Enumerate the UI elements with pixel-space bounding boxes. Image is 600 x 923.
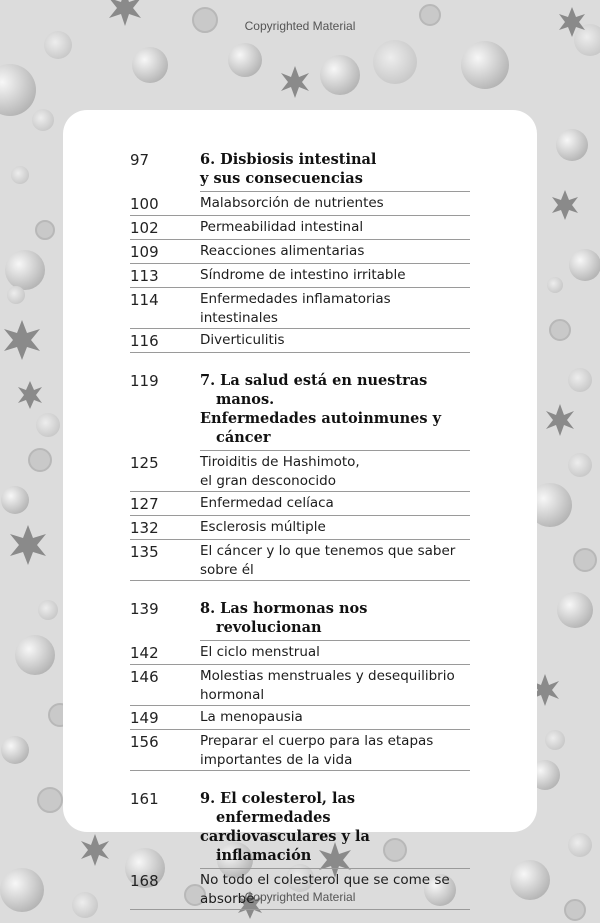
entry-title-line: Síndrome de intestino irritable (200, 267, 406, 283)
entry-title (200, 242, 470, 262)
chapter-title-line: 6. Disbiosis intestinal (200, 151, 377, 168)
toc-entry (130, 516, 470, 540)
entry-page-number: 102 (130, 219, 159, 237)
entry-title-line: Molestias menstruales y desequilibrio (200, 668, 455, 684)
entry-page-number: 142 (130, 644, 159, 662)
entry-page-number: 114 (130, 291, 159, 309)
toc-entry (130, 492, 470, 516)
entry-title-line: La menopausia (200, 709, 303, 725)
entry-title (200, 453, 470, 490)
entry-title (200, 643, 470, 663)
toc-entry (130, 240, 470, 264)
entry-page-number: 149 (130, 709, 159, 727)
chapter-title-line: y sus consecuencias (200, 170, 363, 187)
entry-page-number: 156 (130, 733, 159, 751)
entry-title (200, 290, 470, 327)
entry-page-number: 100 (130, 195, 159, 213)
toc-entry (130, 264, 470, 288)
entry-title-line: hormonal (200, 686, 265, 703)
entry-title-line: Permeabilidad intestinal (200, 219, 364, 235)
toc-chapter (130, 599, 470, 641)
entry-title-line: Preparar el cuerpo para las etapas (200, 733, 434, 749)
entry-page-number: 135 (130, 543, 159, 561)
toc-entry (130, 730, 470, 771)
entry-page-number: 168 (130, 872, 159, 890)
toc-chapter (130, 371, 470, 451)
entry-title (200, 494, 470, 514)
table-of-contents (130, 150, 470, 910)
entry-title-line: El ciclo menstrual (200, 644, 320, 660)
entry-title-line: absorbe (200, 890, 255, 907)
chapter-title (200, 599, 470, 641)
toc-entry (130, 869, 470, 910)
toc-entry (130, 192, 470, 216)
chapter-page-number: 161 (130, 790, 159, 808)
toc-entry (130, 665, 470, 706)
chapter-page-number: 119 (130, 372, 159, 390)
chapter-title-line: 7. La salud está en nuestras manos. (200, 372, 428, 408)
entry-title-line: importantes de la vida (200, 751, 353, 768)
entry-title-line: Tiroiditis de Hashimoto, (200, 454, 360, 470)
entry-title (200, 194, 470, 214)
entry-title-line: Reacciones alimentarias (200, 243, 365, 259)
entry-page-number: 109 (130, 243, 159, 261)
entry-title (200, 667, 470, 704)
entry-title (200, 266, 470, 286)
entry-title-line: sobre él (200, 561, 254, 578)
entry-title (200, 331, 470, 351)
entry-title-line: No todo el colesterol que se come se (200, 872, 450, 888)
entry-page-number: 146 (130, 668, 159, 686)
entry-title (200, 708, 470, 728)
entry-title-line: Esclerosis múltiple (200, 519, 326, 535)
toc-entry (130, 216, 470, 240)
chapter-title-line: cardiovasculares y la inflamación (200, 828, 370, 864)
entry-title-line: El cáncer y lo que tenemos que saber (200, 543, 456, 559)
chapter-title-line: 9. El colesterol, las enfermedades (200, 790, 356, 826)
entry-page-number: 132 (130, 519, 159, 537)
entry-title (200, 518, 470, 538)
chapter-page-number: 97 (130, 151, 150, 169)
chapter-title-line: 8. Las hormonas nos revolucionan (200, 600, 368, 636)
toc-entry (130, 329, 470, 353)
chapter-title (200, 150, 470, 192)
toc-chapter (130, 789, 470, 869)
entry-page-number: 127 (130, 495, 159, 513)
entry-title (200, 218, 470, 238)
toc-entry (130, 641, 470, 665)
entry-title (200, 732, 470, 769)
chapter-title (200, 371, 470, 451)
copyright-notice-bottom: Copyrighted Material (244, 890, 356, 904)
entry-title (200, 871, 470, 908)
entry-title-line: el gran desconocido (200, 472, 336, 489)
chapter-title-line: Enfermedades autoinmunes y cáncer (200, 410, 442, 446)
chapter-page-number: 139 (130, 600, 159, 618)
entry-title-line: Enfermedades inflamatorias intestinales (200, 291, 391, 326)
copyright-notice-top: Copyrighted Material (244, 19, 356, 33)
entry-page-number: 116 (130, 332, 159, 350)
toc-entry (130, 451, 470, 492)
chapter-title (200, 789, 470, 869)
entry-title (200, 542, 470, 579)
entry-title-line: Enfermedad celíaca (200, 495, 334, 511)
entry-title-line: Malabsorción de nutrientes (200, 195, 384, 211)
entry-page-number: 113 (130, 267, 159, 285)
toc-entry (130, 706, 470, 730)
toc-chapter (130, 150, 470, 192)
entry-title-line: Diverticulitis (200, 332, 285, 348)
entry-page-number: 125 (130, 454, 159, 472)
toc-entry (130, 288, 470, 329)
toc-entry (130, 540, 470, 581)
